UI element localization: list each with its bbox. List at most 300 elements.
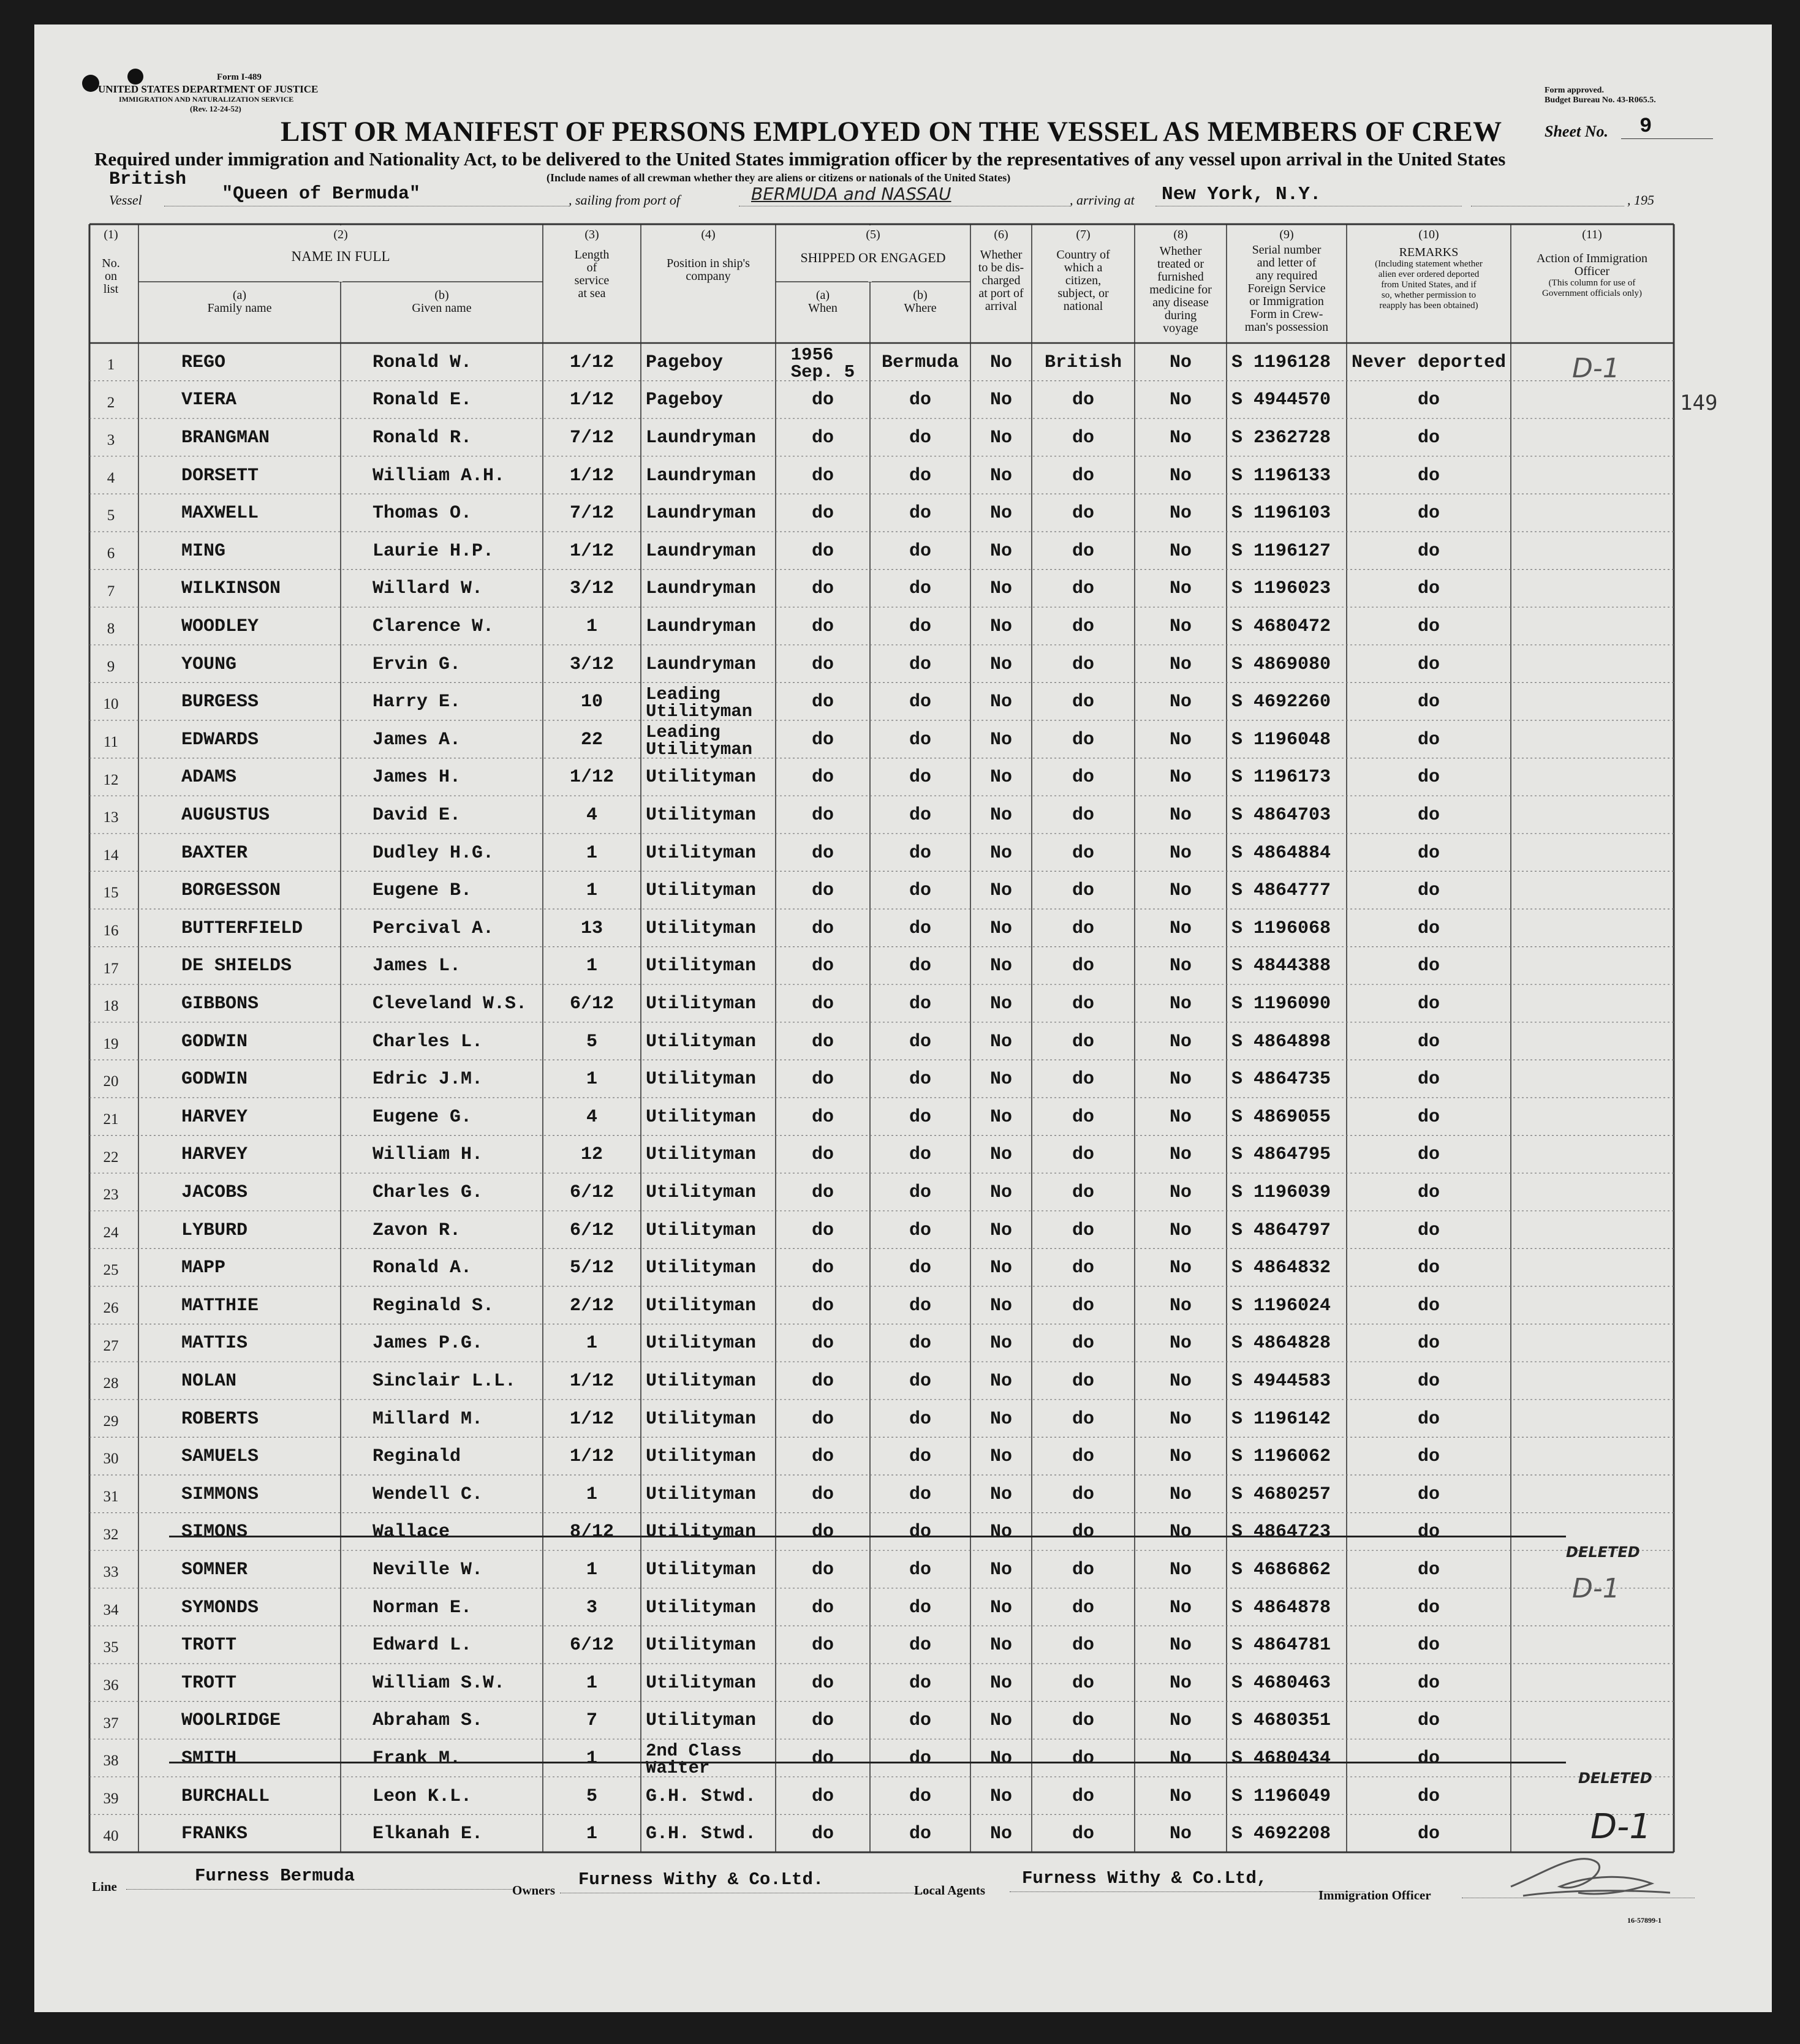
cell-when: do [811, 1258, 834, 1279]
cell-service: 13 [580, 918, 603, 939]
row-number: 3 [107, 432, 115, 449]
cell-treated: No [1169, 993, 1192, 1014]
vessel-label: Vessel [109, 192, 142, 208]
cell-when: do [811, 1370, 834, 1392]
cell-service: 1/12 [569, 767, 614, 788]
cell-family: DE SHIELDS [181, 956, 292, 977]
cell-remarks: do [1417, 729, 1440, 750]
cell-remarks: do [1417, 1786, 1440, 1807]
cell-serial: S 4869080 [1231, 654, 1331, 675]
cell-country: do [1072, 1484, 1094, 1505]
cell-given: James P.G. [372, 1333, 483, 1354]
cell-discharged: No [989, 842, 1012, 864]
cell-service: 7/12 [569, 427, 614, 448]
cell-where: do [909, 1295, 931, 1316]
cell-service: 1/12 [569, 1408, 614, 1430]
cell-treated: No [1169, 1295, 1192, 1316]
cell-serial: S 1196128 [1231, 352, 1331, 373]
cell-given: Charles L. [372, 1031, 483, 1052]
cell-discharged: No [989, 1182, 1012, 1203]
cell-serial: S 4692260 [1231, 692, 1331, 713]
cell-when: do [811, 1333, 834, 1354]
cell-given: Laurie H.P. [372, 540, 494, 562]
cell-serial: S 4864898 [1231, 1031, 1331, 1052]
cell-where: do [909, 1786, 931, 1807]
cell-discharged: No [989, 1559, 1012, 1580]
cell-position: Utilityman [646, 842, 757, 864]
cell-position: Utilityman [646, 1182, 757, 1203]
col2a-header: (a) Family name [207, 288, 272, 315]
cell-given: Thomas O. [372, 503, 472, 524]
row-number: 18 [103, 998, 119, 1015]
cell-serial: S 4869055 [1231, 1106, 1331, 1128]
cell-discharged: No [989, 804, 1012, 826]
cell-given: William S.W. [372, 1672, 505, 1694]
cell-country: do [1072, 1672, 1094, 1694]
cell-remarks: do [1417, 1559, 1440, 1580]
cell-when: do [811, 1522, 834, 1543]
row-number: 29 [103, 1412, 119, 1430]
col1-header: (1) No. on list [102, 228, 120, 296]
cell-country: do [1072, 1258, 1094, 1279]
cell-position: G.H. Stwd. [646, 1786, 757, 1807]
cell-position: Utilityman [646, 1258, 757, 1279]
cell-remarks: do [1417, 1370, 1440, 1392]
vessel-name: "Queen of Bermuda" [222, 184, 421, 205]
cell-serial: S 4864884 [1231, 842, 1331, 864]
cell-remarks: do [1417, 465, 1440, 486]
cell-family: TROTT [181, 1635, 237, 1656]
form-approved: Form approved. [1545, 86, 1604, 95]
cell-family: VIERA [181, 390, 237, 411]
cell-service: 4 [586, 804, 597, 826]
row-number: 28 [103, 1375, 119, 1392]
cell-remarks: do [1417, 1672, 1440, 1694]
cell-when: 1956 Sep. 5 [790, 344, 855, 382]
cell-remarks: do [1417, 1144, 1440, 1166]
cell-when: do [811, 729, 834, 750]
cell-remarks: do [1417, 427, 1440, 448]
cell-remarks: do [1417, 1823, 1440, 1845]
cell-country: do [1072, 1295, 1094, 1316]
cell-serial: S 4944570 [1231, 390, 1331, 411]
cell-country: do [1072, 1823, 1094, 1845]
cell-service: 6/12 [569, 1635, 614, 1656]
cell-treated: No [1169, 1031, 1192, 1052]
cell-position: Utilityman [646, 1295, 757, 1316]
cell-discharged: No [989, 616, 1012, 637]
col4-header: (4) Position in ship's company [667, 228, 750, 283]
cell-where: do [909, 1258, 931, 1279]
cell-position: Laundryman [646, 578, 757, 600]
cell-position: Utilityman [646, 1333, 757, 1354]
cell-service: 10 [580, 692, 603, 713]
row-number: 11 [103, 734, 119, 750]
cell-when: do [811, 1710, 834, 1732]
cell-family: DORSETT [181, 465, 259, 486]
row-number: 17 [103, 960, 119, 977]
cell-position: Leading Utilityman [646, 722, 753, 760]
cell-position: Laundryman [646, 616, 757, 637]
row-number: 34 [103, 1601, 119, 1618]
cell-service: 1/12 [569, 540, 614, 562]
cell-remarks: Never deported [1351, 352, 1507, 373]
cell-country: do [1072, 1710, 1094, 1732]
cell-country: do [1072, 956, 1094, 977]
cell-position: Utilityman [646, 1370, 757, 1392]
cell-where: do [909, 1635, 931, 1656]
cell-serial: S 1196142 [1231, 1408, 1331, 1430]
cell-remarks: do [1417, 578, 1440, 600]
cell-serial: S 2362728 [1231, 427, 1331, 448]
cell-position: Utilityman [646, 918, 757, 939]
cell-when: do [811, 1446, 834, 1468]
cell-treated: No [1169, 352, 1192, 373]
cell-given: Ronald E. [372, 390, 472, 411]
cell-when: do [811, 503, 834, 524]
cell-serial: S 1196039 [1231, 1182, 1331, 1203]
cell-discharged: No [989, 1597, 1012, 1618]
cell-family: SIMONS [181, 1522, 248, 1543]
cell-discharged: No [989, 465, 1012, 486]
cell-remarks: do [1417, 1748, 1440, 1769]
cell-service: 5 [586, 1786, 597, 1807]
cell-where: do [909, 390, 931, 411]
department-name: UNITED STATES DEPARTMENT OF JUSTICE [98, 83, 319, 95]
cell-treated: No [1169, 1333, 1192, 1354]
cell-serial: S 1196133 [1231, 465, 1331, 486]
cell-where: do [909, 1408, 931, 1430]
row-number: 21 [103, 1111, 119, 1128]
cell-serial: S 4864828 [1231, 1333, 1331, 1354]
cell-when: do [811, 880, 834, 902]
cell-service: 1 [586, 842, 597, 864]
cell-treated: No [1169, 578, 1192, 600]
cell-position: Utilityman [646, 1672, 757, 1694]
include-note: (Include names of all crewman whether they are aliens or citizens or nationals of the United States) [546, 172, 1011, 184]
cell-where: do [909, 540, 931, 562]
owners-value: Furness Withy & Co.Ltd. [578, 1869, 824, 1890]
cell-discharged: No [989, 352, 1012, 373]
cell-discharged: No [989, 1258, 1012, 1279]
cell-treated: No [1169, 540, 1192, 562]
cell-given: Ronald W. [372, 352, 472, 373]
cell-family: BURGESS [181, 692, 259, 713]
cell-when: do [811, 390, 834, 411]
cell-service: 1/12 [569, 390, 614, 411]
deleted-annotation-38: DELETED [1578, 1770, 1652, 1787]
cell-position: 2nd Class Waiter [646, 1740, 742, 1778]
cell-family: MATTHIE [181, 1295, 259, 1316]
cell-given: Wallace [372, 1522, 450, 1543]
cell-serial: S 1196103 [1231, 503, 1331, 524]
cell-treated: No [1169, 729, 1192, 750]
row-number: 33 [103, 1564, 119, 1581]
cell-discharged: No [989, 1710, 1012, 1732]
cell-service: 6/12 [569, 993, 614, 1014]
cell-discharged: No [989, 1220, 1012, 1241]
cell-family: EDWARDS [181, 729, 259, 750]
cell-country: do [1072, 578, 1094, 600]
cell-when: do [811, 654, 834, 675]
cell-discharged: No [989, 1446, 1012, 1468]
cell-where: do [909, 1031, 931, 1052]
cell-when: do [811, 842, 834, 864]
cell-service: 3/12 [569, 578, 614, 600]
cell-discharged: No [989, 1672, 1012, 1694]
cell-serial: S 1196173 [1231, 767, 1331, 788]
cell-remarks: do [1417, 1106, 1440, 1128]
cell-remarks: do [1417, 1069, 1440, 1090]
cell-family: WOODLEY [181, 616, 259, 637]
arrival-port: New York, N.Y. [1162, 184, 1322, 205]
cell-serial: S 4680257 [1231, 1484, 1331, 1505]
cell-remarks: do [1417, 842, 1440, 864]
cell-treated: No [1169, 1823, 1192, 1845]
cell-given: William H. [372, 1144, 483, 1166]
cell-country: do [1072, 1333, 1094, 1354]
cell-service: 1/12 [569, 352, 614, 373]
cell-discharged: No [989, 1106, 1012, 1128]
cell-country: do [1072, 729, 1094, 750]
cell-given: David E. [372, 804, 461, 826]
cell-when: do [811, 1408, 834, 1430]
cell-remarks: do [1417, 1220, 1440, 1241]
cell-treated: No [1169, 390, 1192, 411]
cell-treated: No [1169, 1635, 1192, 1656]
cell-position: Utilityman [646, 880, 757, 902]
cell-when: do [811, 993, 834, 1014]
cell-service: 1 [586, 1672, 597, 1694]
cell-given: Ervin G. [372, 654, 461, 675]
row-number: 10 [103, 696, 119, 713]
officer-signature [1505, 1838, 1682, 1905]
cell-serial: S 1196049 [1231, 1786, 1331, 1807]
col9-header: (9) Serial number and letter of any required Foreign Service or Immigration Form in Crew- man's possession [1244, 228, 1329, 334]
row-number: 39 [103, 1790, 119, 1807]
cell-discharged: No [989, 692, 1012, 713]
cell-when: do [811, 1106, 834, 1128]
sheet-number-value: 9 [1639, 115, 1652, 138]
cell-given: Millard M. [372, 1408, 483, 1430]
cell-position: Utilityman [646, 1408, 757, 1430]
cell-remarks: do [1417, 1635, 1440, 1656]
cell-treated: No [1169, 1597, 1192, 1618]
cell-when: do [811, 1672, 834, 1694]
cell-service: 7 [586, 1710, 597, 1732]
row-number: 26 [103, 1300, 119, 1316]
sailing-port: BERMUDA and NASSAU [751, 184, 951, 204]
cell-given: Edward L. [372, 1635, 472, 1656]
cell-given: Wendell C. [372, 1484, 483, 1505]
cell-given: Clarence W. [372, 616, 494, 637]
cell-treated: No [1169, 1522, 1192, 1543]
cell-country: do [1072, 880, 1094, 902]
row-number: 27 [103, 1337, 119, 1354]
cell-discharged: No [989, 1031, 1012, 1052]
row-number: 5 [107, 507, 115, 524]
local-agents-label: Local Agents [914, 1883, 986, 1898]
cell-when: do [811, 1748, 834, 1769]
cell-discharged: No [989, 993, 1012, 1014]
cell-position: Laundryman [646, 427, 757, 448]
cell-given: James L. [372, 956, 461, 977]
line-underline [126, 1889, 512, 1890]
cell-family: JACOBS [181, 1182, 248, 1203]
cell-serial: S 4680351 [1231, 1710, 1331, 1732]
arriving-label: , arriving at [1070, 192, 1135, 208]
cell-country: do [1072, 1522, 1094, 1543]
cell-family: BUTTERFIELD [181, 918, 303, 939]
cell-position: Utilityman [646, 1446, 757, 1468]
cell-family: GODWIN [181, 1031, 248, 1052]
row-number: 23 [103, 1186, 119, 1204]
cell-position: Utilityman [646, 993, 757, 1014]
cell-serial: S 1196062 [1231, 1446, 1331, 1468]
cell-serial: S 4864878 [1231, 1597, 1331, 1618]
cell-country: do [1072, 1031, 1094, 1052]
cell-where: Bermuda [881, 352, 959, 373]
cell-given: Abraham S. [372, 1710, 483, 1732]
cell-remarks: do [1417, 1446, 1440, 1468]
cell-where: do [909, 918, 931, 939]
cell-family: HARVEY [181, 1106, 248, 1128]
cell-remarks: do [1417, 1710, 1440, 1732]
cell-remarks: do [1417, 390, 1440, 411]
cell-position: Laundryman [646, 654, 757, 675]
cell-service: 1 [586, 1823, 597, 1845]
cell-when: do [811, 1635, 834, 1656]
cell-serial: S 1196023 [1231, 578, 1331, 600]
cell-when: do [811, 1823, 834, 1845]
row-number: 7 [107, 583, 115, 600]
cell-when: do [811, 1597, 834, 1618]
cell-remarks: do [1417, 616, 1440, 637]
cell-treated: No [1169, 1182, 1192, 1203]
cell-service: 6/12 [569, 1182, 614, 1203]
cell-treated: No [1169, 427, 1192, 448]
cell-family: SOMNER [181, 1559, 248, 1580]
cell-treated: No [1169, 1144, 1192, 1166]
cell-where: do [909, 880, 931, 902]
deleted-annotation-32: DELETED [1566, 1544, 1640, 1561]
cell-where: do [909, 465, 931, 486]
cell-treated: No [1169, 880, 1192, 902]
cell-position: Utilityman [646, 1710, 757, 1732]
cell-remarks: do [1417, 692, 1440, 713]
cell-service: 3/12 [569, 654, 614, 675]
cell-service: 1 [586, 1559, 597, 1580]
cell-when: do [811, 692, 834, 713]
cell-family: SIMMONS [181, 1484, 259, 1505]
cell-discharged: No [989, 503, 1012, 524]
strike-through-line [169, 1536, 1566, 1537]
cell-country: do [1072, 918, 1094, 939]
row-number: 25 [103, 1262, 119, 1279]
cell-remarks: do [1417, 540, 1440, 562]
cell-when: do [811, 1069, 834, 1090]
cell-remarks: do [1417, 993, 1440, 1014]
cell-family: FRANKS [181, 1823, 248, 1845]
row-number: 30 [103, 1450, 119, 1468]
vessel-nationality: British [109, 169, 187, 190]
cell-position: Utilityman [646, 767, 757, 788]
cell-treated: No [1169, 616, 1192, 637]
cell-service: 8/12 [569, 1522, 614, 1543]
cell-service: 3 [586, 1597, 597, 1618]
cell-where: do [909, 692, 931, 713]
cell-position: Leading Utilityman [646, 684, 753, 722]
cell-treated: No [1169, 1484, 1192, 1505]
cell-given: Ronald A. [372, 1258, 472, 1279]
row-number: 40 [103, 1828, 119, 1845]
cell-where: do [909, 1069, 931, 1090]
service-name: IMMIGRATION AND NATURALIZATION SERVICE [119, 95, 294, 104]
cell-given: Eugene B. [372, 880, 472, 902]
cell-family: BORGESSON [181, 880, 281, 902]
cell-discharged: No [989, 390, 1012, 411]
cell-treated: No [1169, 918, 1192, 939]
cell-treated: No [1169, 767, 1192, 788]
sheet-number-label: Sheet No. [1545, 123, 1608, 140]
cell-where: do [909, 729, 931, 750]
cell-discharged: No [989, 427, 1012, 448]
cell-position: Utilityman [646, 804, 757, 826]
cell-where: do [909, 956, 931, 977]
col10-header: (10) REMARKS (Including statement whether alien ever ordered deported from United States, and if so, whether permission to reapply has been obtained) [1375, 228, 1483, 311]
cell-given: Eugene G. [372, 1106, 472, 1128]
cell-given: James H. [372, 767, 461, 788]
budget-bureau: Budget Bureau No. 43-R065.5. [1545, 96, 1656, 105]
cell-discharged: No [989, 1823, 1012, 1845]
cell-remarks: do [1417, 1295, 1440, 1316]
cell-country: do [1072, 1408, 1094, 1430]
col2-header: (2) NAME IN FULL [291, 228, 390, 264]
cell-where: do [909, 1220, 931, 1241]
cell-treated: No [1169, 1106, 1192, 1128]
cell-where: do [909, 427, 931, 448]
cell-family: GIBBONS [181, 993, 259, 1014]
line-label: Line [92, 1879, 117, 1894]
cell-discharged: No [989, 1748, 1012, 1769]
cell-when: do [811, 540, 834, 562]
cell-where: do [909, 503, 931, 524]
cell-service: 1/12 [569, 1446, 614, 1468]
row-number: 31 [103, 1488, 119, 1505]
cell-service: 1 [586, 1748, 597, 1769]
cell-serial: S 4680434 [1231, 1748, 1331, 1769]
cell-discharged: No [989, 1144, 1012, 1166]
row-number: 9 [107, 658, 115, 675]
cell-position: Utilityman [646, 1106, 757, 1128]
form-revision: (Rev. 12-24-52) [190, 104, 241, 113]
cell-discharged: No [989, 918, 1012, 939]
cell-country: do [1072, 1597, 1094, 1618]
strike-through-line [169, 1762, 1566, 1763]
cell-where: do [909, 1823, 931, 1845]
cell-where: do [909, 1710, 931, 1732]
cell-family: GODWIN [181, 1069, 248, 1090]
cell-when: do [811, 1144, 834, 1166]
cell-service: 1 [586, 956, 597, 977]
cell-country: do [1072, 1748, 1094, 1769]
cell-where: do [909, 1522, 931, 1543]
cell-position: Laundryman [646, 503, 757, 524]
cell-remarks: do [1417, 1597, 1440, 1618]
cell-family: AUGUSTUS [181, 804, 270, 826]
owners-label: Owners [512, 1883, 555, 1898]
cell-family: SAMUELS [181, 1446, 259, 1468]
